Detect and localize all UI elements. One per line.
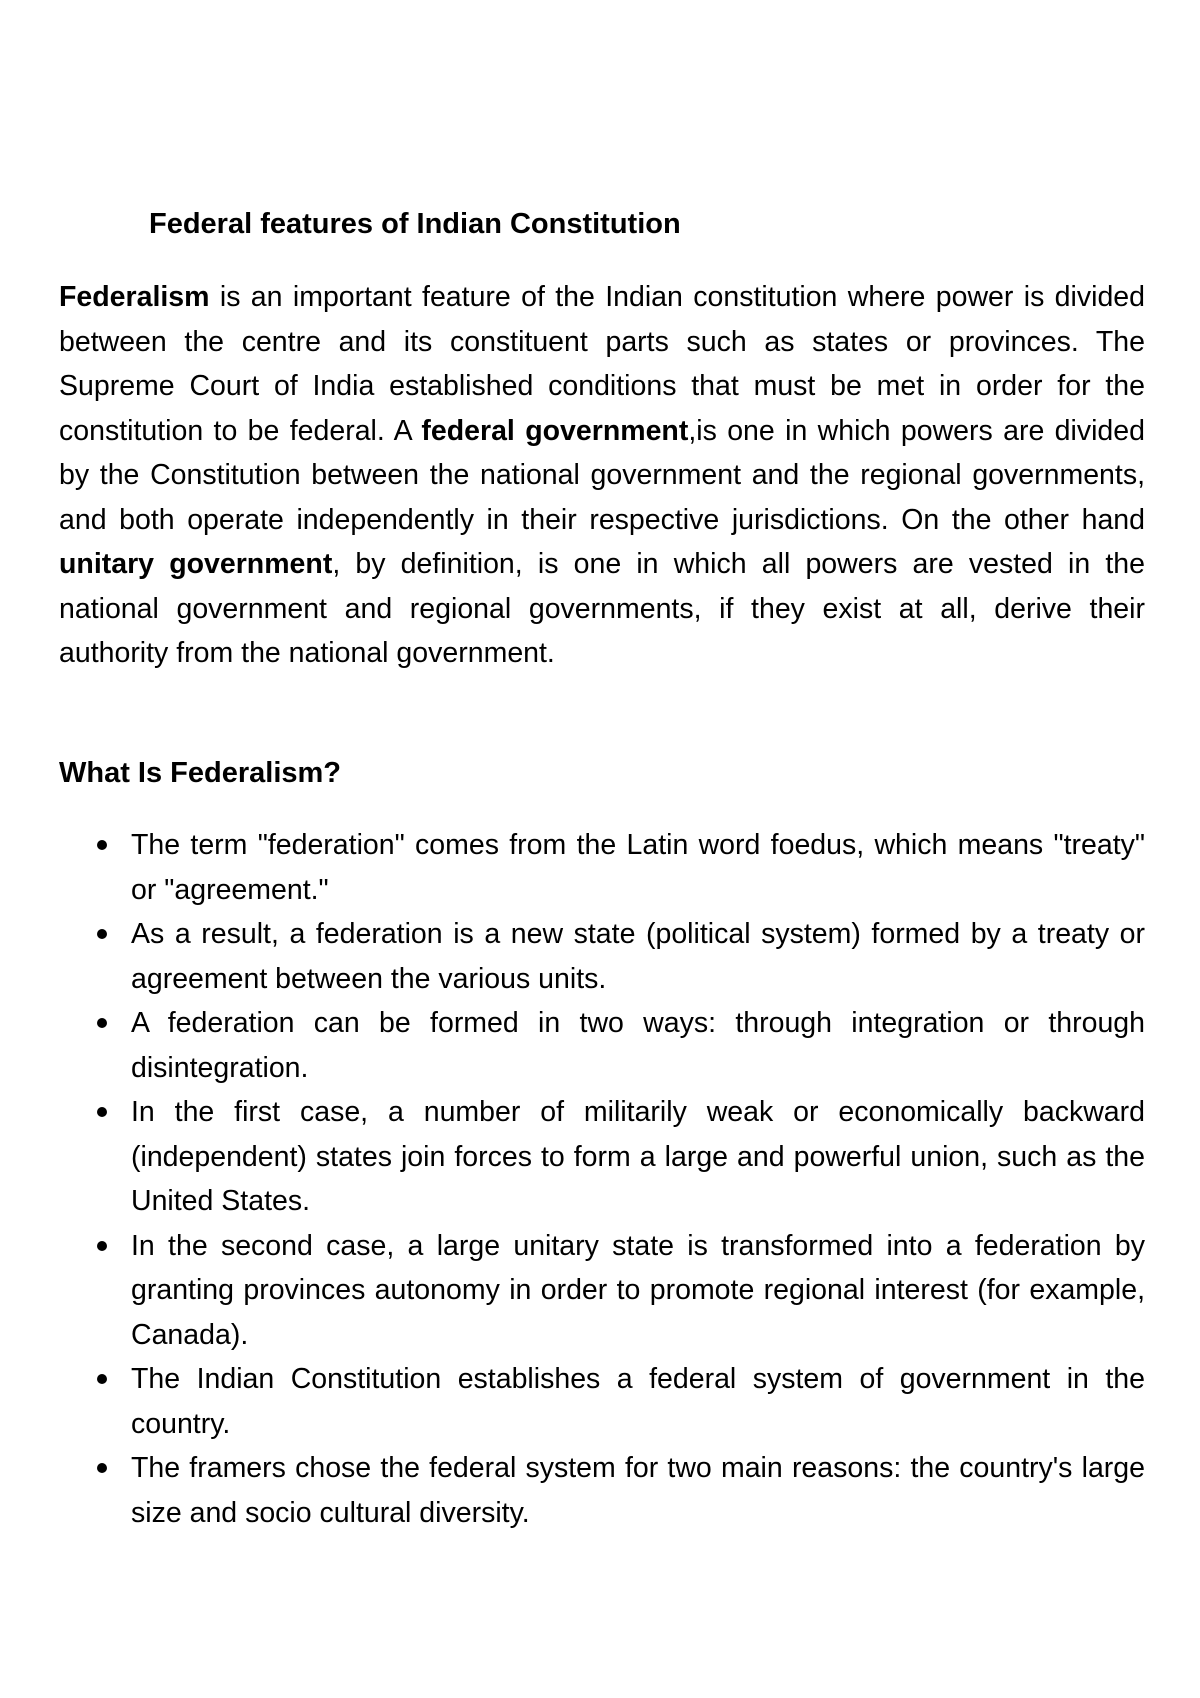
- list-item-text: As a result, a federation is a new state (political system) formed by a treaty or agreement between the various units.: [131, 918, 1145, 995]
- intro-paragraph: [59, 275, 1145, 676]
- bullet-list: [59, 823, 1145, 1535]
- list-item-text: In the first case, a number of militarily weak or economically backward (independent) states join forces to form a large and powerful union, such as the United States.: [131, 1096, 1145, 1217]
- list-item-text: The Indian Constitution establishes a federal system of government in the country.: [131, 1363, 1145, 1440]
- section-heading: What Is Federalism?: [59, 757, 342, 789]
- list-item: [59, 1357, 1145, 1446]
- list-item-text: The framers chose the federal system for two main reasons: the country's large size and socio cultural diversity.: [131, 1452, 1145, 1529]
- term-federalism: Federalism: [59, 281, 210, 313]
- page-title: Federal features of Indian Constitution: [149, 208, 681, 240]
- term-federal-government: federal government: [421, 414, 689, 447]
- list-item: [59, 912, 1145, 1001]
- list-item: [59, 1224, 1145, 1358]
- list-item: [59, 1090, 1145, 1224]
- bullet-icon: [97, 1463, 107, 1473]
- intro-text-3: , by definition, is one in which all powers are vested in the national government and regional governments, if they exist at all, derive their authority from the national government.: [59, 548, 1145, 669]
- bullet-icon: [97, 1241, 107, 1251]
- list-item: [59, 1446, 1145, 1535]
- bullet-icon: [97, 1374, 107, 1384]
- bullet-icon: [97, 929, 107, 939]
- list-item: [59, 1001, 1145, 1090]
- list-item: [59, 823, 1145, 912]
- list-item-text: The term "federation" comes from the Latin word foedus, which means "treaty" or "agreement.": [131, 829, 1145, 906]
- bullet-icon: [97, 1018, 107, 1028]
- list-item-text: A federation can be formed in two ways: through integration or through disintegration.: [131, 1007, 1145, 1084]
- intro-text-2: ,is one in which powers are divided by the Constitution between the national government and the regional governments, and both operate independently in their respective jurisdictions. On the other hand: [59, 414, 1145, 536]
- bullet-icon: [97, 840, 107, 850]
- term-unitary-government: unitary government: [59, 548, 333, 580]
- list-item-text: In the second case, a large unitary state is transformed into a federation by granting provinces autonomy in order to promote regional interest (for example, Canada).: [131, 1229, 1145, 1351]
- bullet-icon: [97, 1107, 107, 1117]
- intro-text-1: is an important feature of the Indian constitution where power is divided between the centre and its constituent parts such as states or provinces. The Supreme Court of India established conditions that must be met in order for the constitution to be federal. A: [59, 281, 1145, 447]
